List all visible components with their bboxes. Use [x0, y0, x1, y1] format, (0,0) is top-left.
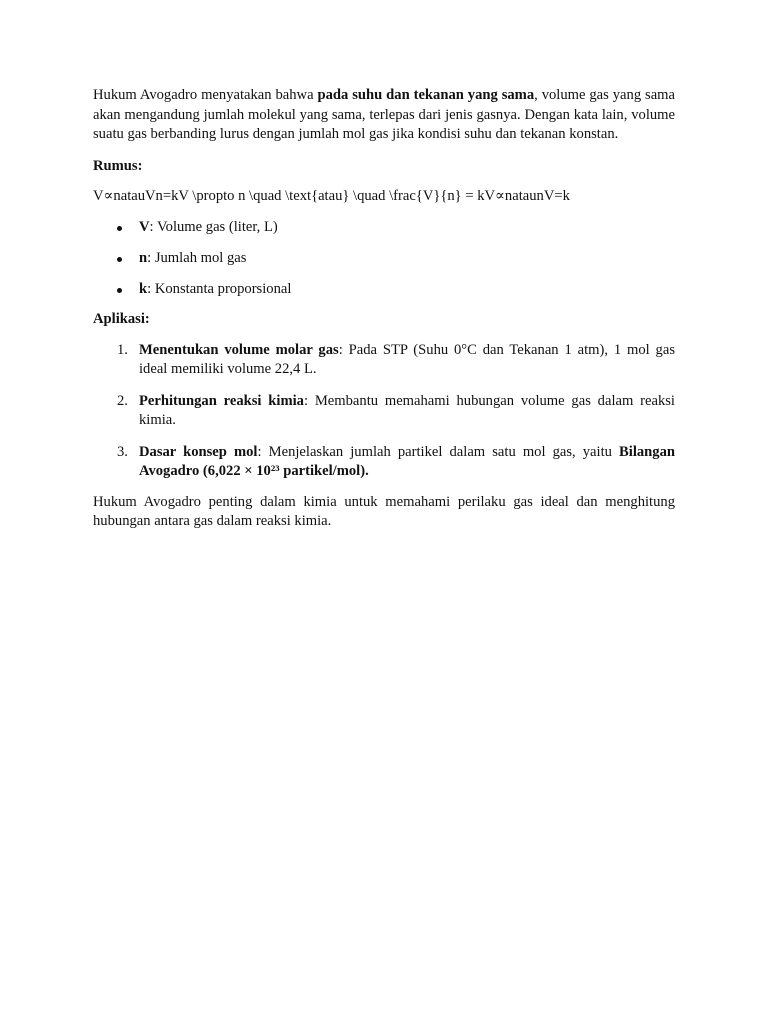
- application-desc: : Menjelaskan jumlah partikel dalam satu mol gas, yaitu: [257, 443, 620, 460]
- document-page: [93, 86, 675, 532]
- formula-line: V∝natauVn=kV \propto n \quad \text{atau} \quad \frac{V}{n} = kV∝nataunV=k: [93, 188, 570, 204]
- variable-item-v: [93, 218, 675, 238]
- variable-term: V: [139, 218, 150, 235]
- variable-term: n: [139, 249, 148, 266]
- application-list: [93, 341, 675, 482]
- application-term: Perhitungan reaksi kimia: [139, 392, 304, 409]
- variable-item-n: [93, 249, 675, 269]
- application-desc: : Membantu memahami hubungan volume gas dalam reaksi kimia.: [139, 392, 675, 429]
- list-number: 3.: [117, 443, 128, 460]
- list-number: 1.: [117, 341, 128, 358]
- application-item-1: [93, 341, 675, 380]
- intro-text-end: , volume gas yang sama akan mengandung jumlah molekul yang sama, terlepas dari jenis gasnya. Dengan kata lain, volume suatu gas berbanding lurus dengan jumlah mol gas jika kondisi suhu dan tekanan konstan.: [93, 87, 676, 142]
- avogadro-number-text: Bilangan Avogadro (6,022 × 10²³ partikel/mol).: [139, 443, 675, 480]
- closing-paragraph: Hukum Avogadro penting dalam kimia untuk memahami perilaku gas ideal dan menghitung hubungan antara gas dalam reaksi kimia.: [93, 493, 675, 530]
- application-term: Dasar konsep mol: [139, 443, 258, 460]
- variable-desc: : Konstanta proporsional: [147, 280, 292, 297]
- variable-list: [93, 218, 675, 300]
- bullet-icon: [117, 257, 122, 262]
- variable-desc: : Volume gas (liter, L): [149, 218, 278, 235]
- variable-desc: : Jumlah mol gas: [147, 249, 247, 266]
- bullet-icon: [117, 288, 122, 293]
- application-item-2: [93, 392, 675, 431]
- application-desc: : Pada STP (Suhu 0°C dan Tekanan 1 atm), 1 mol gas ideal memiliki volume 22,4 L.: [139, 341, 676, 378]
- bullet-icon: [117, 226, 122, 231]
- application-term: Menentukan volume molar gas: [139, 341, 339, 358]
- list-number: 2.: [117, 392, 128, 409]
- intro-paragraph: [93, 86, 675, 145]
- application-item-3: [93, 443, 675, 482]
- rumus-heading: Rumus:: [93, 157, 143, 174]
- intro-bold-phrase: pada suhu dan tekanan yang sama: [317, 87, 535, 103]
- aplikasi-heading: Aplikasi:: [93, 311, 150, 328]
- variable-term: k: [139, 280, 148, 297]
- variable-item-k: [93, 280, 675, 300]
- intro-text-start: Hukum Avogadro menyatakan bahwa: [93, 87, 318, 103]
